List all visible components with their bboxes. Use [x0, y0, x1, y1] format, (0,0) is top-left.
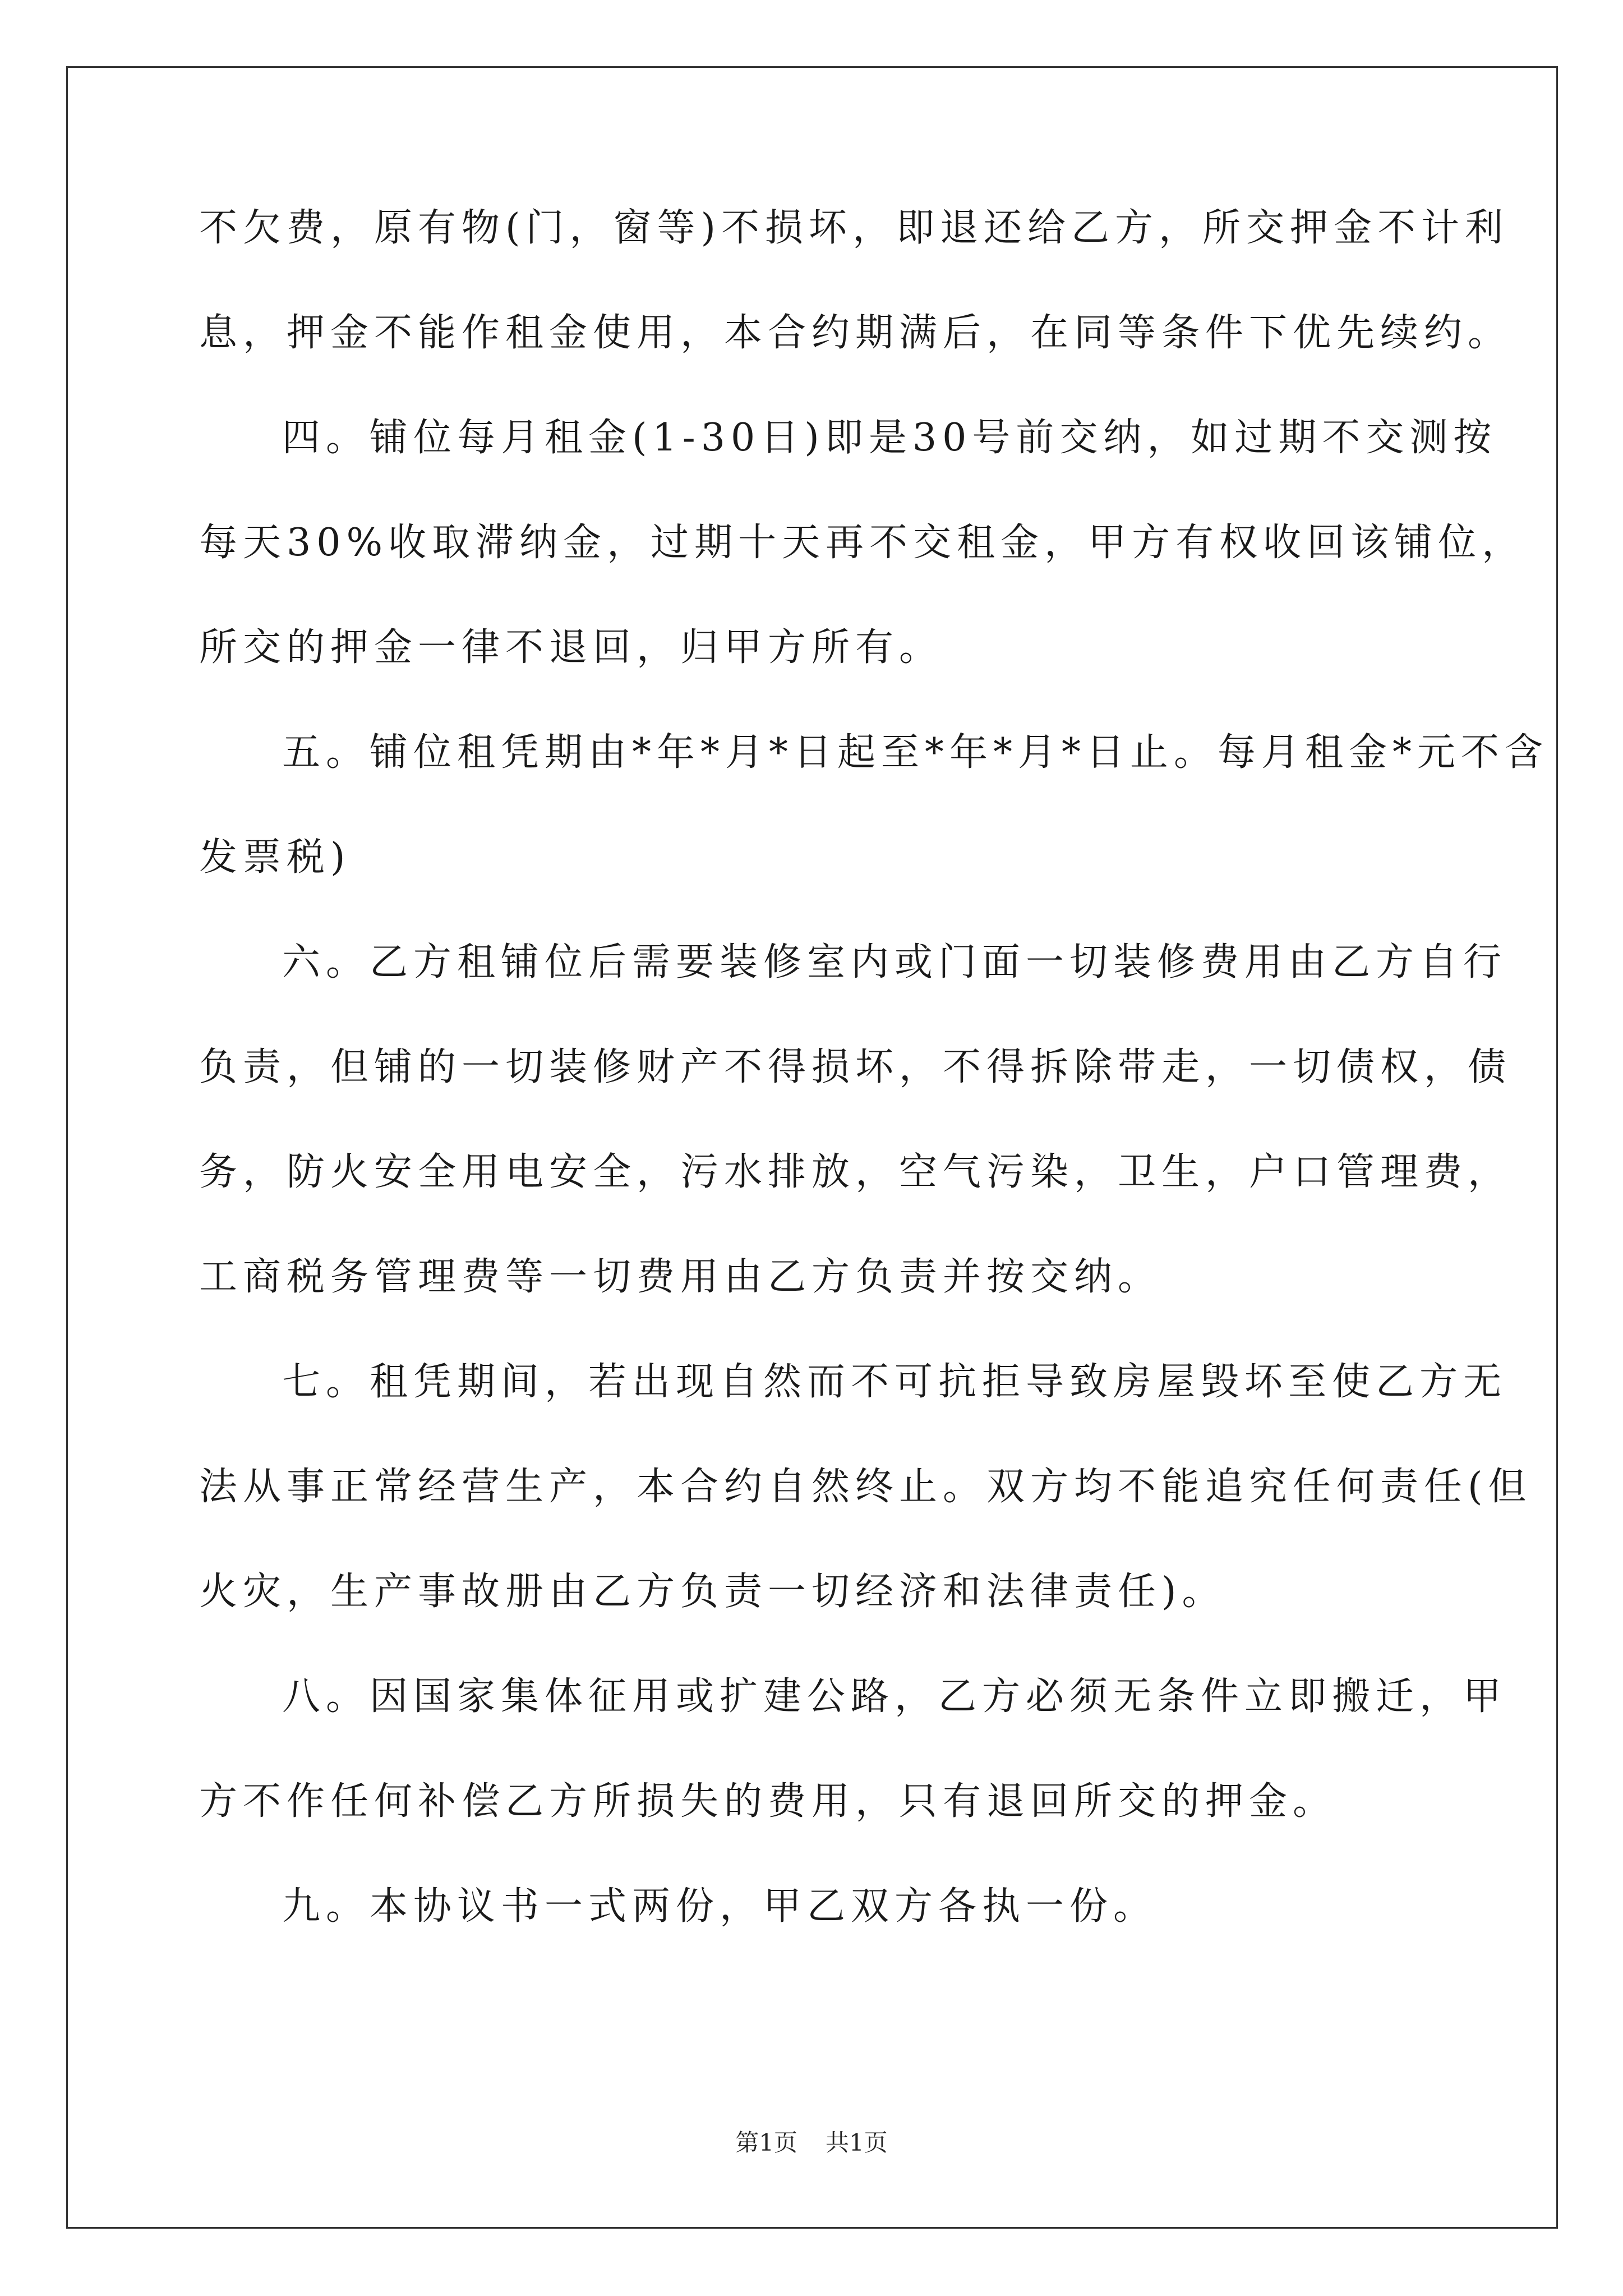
clause-8-line: 八。因国家集体征用或扩建公路，乙方必须无条件立即搬迁，甲	[282, 1674, 1507, 1719]
text-line: 火灾，生产事故册由乙方负责一切经济和法律责任)。	[199, 1570, 1226, 1614]
text-line: 息，押金不能作租金使用，本合约期满后，在同等条件下优先续约。	[199, 311, 1512, 355]
text-line: 不欠费，原有物(门，窗等)不损坏，即退还给乙方，所交押金不计利	[199, 206, 1509, 250]
text-line: 方不作任何补偿乙方所损失的费用，只有退回所交的押金。	[199, 1779, 1337, 1824]
page-number-total: 共1页	[826, 2129, 888, 2156]
text-line: 法从事正常经营生产，本合约自然终止。双方均不能追究任何责任(但	[199, 1465, 1532, 1509]
clause-4-line: 四。铺位每月租金(1-30日)即是30号前交纳，如过期不交测按	[282, 416, 1497, 460]
text-line: 负责，但铺的一切装修财产不得损坏，不得拆除带走，一切债权，债	[199, 1045, 1512, 1089]
clause-9-line: 九。本协议书一式两份，甲乙双方各执一份。	[282, 1884, 1158, 1929]
text-line: 每天30%收取滞纳金，过期十天再不交租金，甲方有权收回该铺位，	[199, 521, 1526, 565]
text-line: 发票税)	[199, 835, 351, 880]
page-footer	[0, 2126, 1623, 2160]
clause-5-line: 五。铺位租凭期由*年*月*日起至*年*月*日止。每月租金*元不含	[282, 730, 1549, 775]
clause-7-line: 七。租凭期间，若出现自然而不可抗拒导致房屋毁坏至使乙方无	[282, 1360, 1507, 1404]
text-line: 务，防火安全用电安全，污水排放，空气污染，卫生，户口管理费，	[199, 1150, 1512, 1194]
text-line: 所交的押金一律不退回，归甲方所有。	[199, 625, 943, 670]
clause-6-line: 六。乙方租铺位后需要装修室内或门面一切装修费用由乙方自行	[282, 940, 1507, 984]
page-number-current: 第1页	[735, 2129, 797, 2156]
text-line: 工商税务管理费等一切费用由乙方负责并按交纳。	[199, 1255, 1162, 1299]
